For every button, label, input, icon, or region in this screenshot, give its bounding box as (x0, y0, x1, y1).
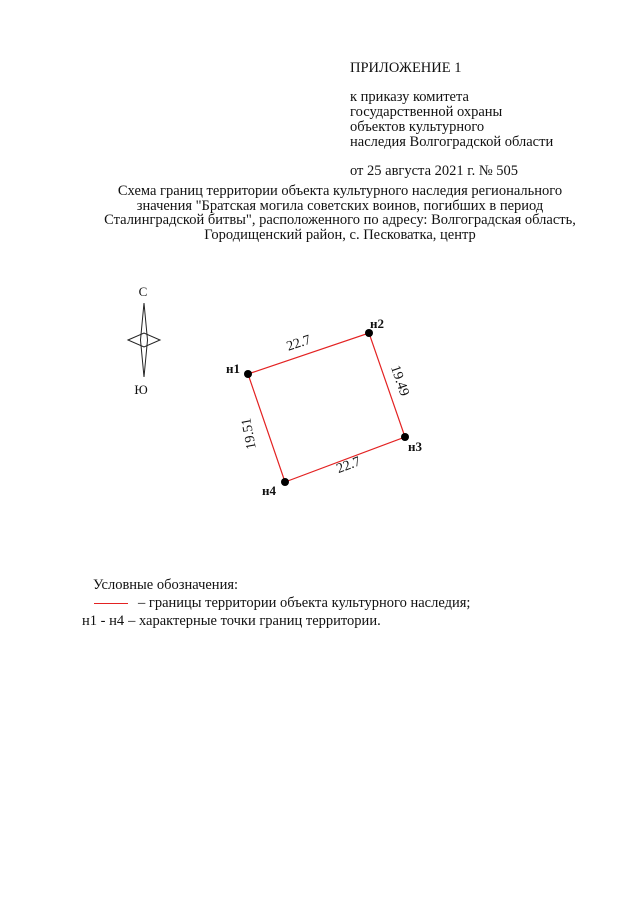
heading-line: Сталинградской битвы", расположенного по адресу: Волгоградская область, (104, 212, 576, 228)
annex-date: от 25 августа 2021 г. № 505 (350, 163, 519, 179)
annex-line: наследия Волгоградской области (350, 134, 554, 150)
heading-line: Схема границ территории объекта культурного наследия регионального (117, 183, 563, 199)
point-label-n2: н2 (370, 316, 384, 331)
point-label-n3: н3 (408, 439, 422, 454)
legend-points-row (82, 612, 470, 630)
point-n4 (281, 478, 289, 486)
compass-north-label: С (138, 284, 148, 299)
annex-line: к приказу комитета (350, 89, 469, 105)
heading-line: значения "Братская могила советских воинов, погибших в период (136, 197, 544, 214)
segment-length-n2-n3: 19.49 (387, 363, 412, 399)
compass-south-label: Ю (134, 382, 148, 397)
compass-icon (128, 284, 160, 397)
annex-line: объектов культурного (350, 119, 485, 135)
annex-line: государственной охраны (350, 104, 503, 120)
legend-title: Условные обозначения: (93, 577, 239, 593)
legend-boundary-row (93, 594, 470, 612)
point-n1 (244, 370, 252, 378)
annex-title: ПРИЛОЖЕНИЕ 1 (350, 60, 462, 76)
legend (82, 576, 471, 630)
legend-points-text: – характерные точки границ территории. (128, 613, 381, 629)
boundary-polygon (248, 333, 405, 482)
segment-length-n3-n4: 22.7 (334, 454, 363, 478)
legend-boundary-text: – границы территории объекта культурного наследия; (138, 595, 471, 611)
boundary-line-swatch-icon (94, 603, 128, 604)
legend-points-range: н1 - н4 (82, 613, 125, 629)
point-label-n4: н4 (262, 483, 276, 498)
heading-line: Городищенский район, с. Песковатка, центр (204, 226, 476, 243)
segment-length-n4-n1: 19.51 (239, 416, 260, 451)
point-label-n1: н1 (226, 361, 240, 376)
segment-length-n1-n2: 22.7 (284, 332, 313, 355)
